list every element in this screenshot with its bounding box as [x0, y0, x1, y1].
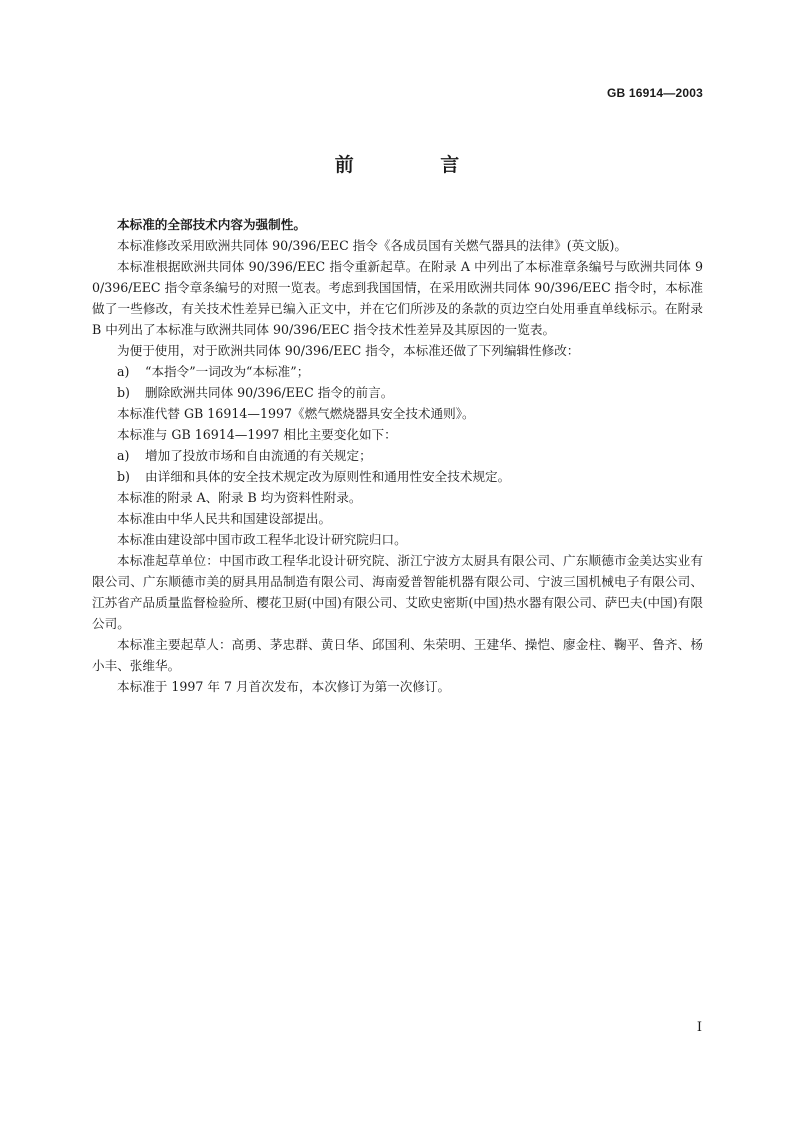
page-number: I — [696, 1020, 702, 1035]
paragraph-drafting-units: 本标准起草单位：中国市政工程华北设计研究院、浙江宁波方太厨具有限公司、广东顺德市金美达实业有限公司、广东顺德市美的厨具用品制造有限公司、海南爱普智能机器有限公司、宁波三国机械电子有限公司、江苏省产品质量监督检验所、樱花卫厨(中国)有限公司、艾欧史密斯(中国)热水器有限公司、萨巴夫(中国)有限公司。 — [92, 553, 703, 631]
list-marker: b) — [117, 469, 130, 484]
foreword-body — [92, 214, 703, 697]
paragraph-centralized: 本标准由建设部中国市政工程华北设计研究院归口。 — [117, 532, 407, 547]
paragraph-proposer: 本标准由中华人民共和国建设部提出。 — [117, 511, 332, 526]
list-item — [92, 361, 703, 382]
paragraph-replaces: 本标准代替 GB 16914—1997《燃气燃烧器具安全技术通则》。 — [117, 406, 475, 421]
list-item-text: 增加了投放市场和自由流通的有关规定； — [145, 448, 372, 463]
list-marker: a) — [117, 364, 130, 379]
list-item-text: 删除欧洲共同体 90/396/EEC 指令的前言。 — [145, 385, 394, 400]
paragraph-drafting: 本标准根据欧洲共同体 90/396/EEC 指令重新起草。在附录 A 中列出了本标准章条编号与欧洲共同体 90/396/EEC 指令章条编号的对照一览表。考虑到我国国情，在采用欧洲共同体 90/396/EEC 指令时，本标准做了一些修改，有关技术性差异已编入正文中，并在它们所涉及的条款的页边空白处用垂直单线标示。在附录 B 中列出了本标准与欧洲共同体 90/396/EEC 指令技术性差异及其原因的一览表。 — [92, 259, 703, 337]
paragraph-drafters: 本标准主要起草人：高勇、茅忠群、黄日华、邱国利、朱荣明、王建华、操恺、廖金柱、鞠平、鲁齐、杨小丰、张维华。 — [92, 637, 703, 673]
list-item-text: “本指令”一词改为“本标准”； — [145, 364, 310, 379]
list-item — [92, 382, 703, 403]
list-item — [92, 466, 703, 487]
list-marker: a) — [117, 448, 130, 463]
page-title: 前 言 — [334, 154, 500, 176]
paragraph-adoption: 本标准修改采用欧洲共同体 90/396/EEC 指令《各成员国有关燃气器具的法律》(英文版)。 — [117, 238, 627, 253]
list-item-text: 由详细和具体的安全技术规定改为原则性和通用性安全技术规定。 — [145, 469, 511, 484]
mandatory-statement: 本标准的全部技术内容为强制性。 — [117, 217, 306, 232]
list-marker: b) — [117, 385, 130, 400]
paragraph-changes: 本标准与 GB 16914—1997 相比主要变化如下： — [117, 427, 397, 442]
standard-code: GB 16914—2003 — [607, 86, 703, 100]
paragraph-editorial: 为便于使用，对于欧洲共同体 90/396/EEC 指令，本标准还做了下列编辑性修改： — [117, 343, 580, 358]
list-item — [92, 445, 703, 466]
paragraph-annexes: 本标准的附录 A、附录 B 均为资料性附录。 — [117, 490, 362, 505]
paragraph-history: 本标准于 1997 年 7 月首次发布，本次修订为第一次修订。 — [117, 679, 451, 694]
